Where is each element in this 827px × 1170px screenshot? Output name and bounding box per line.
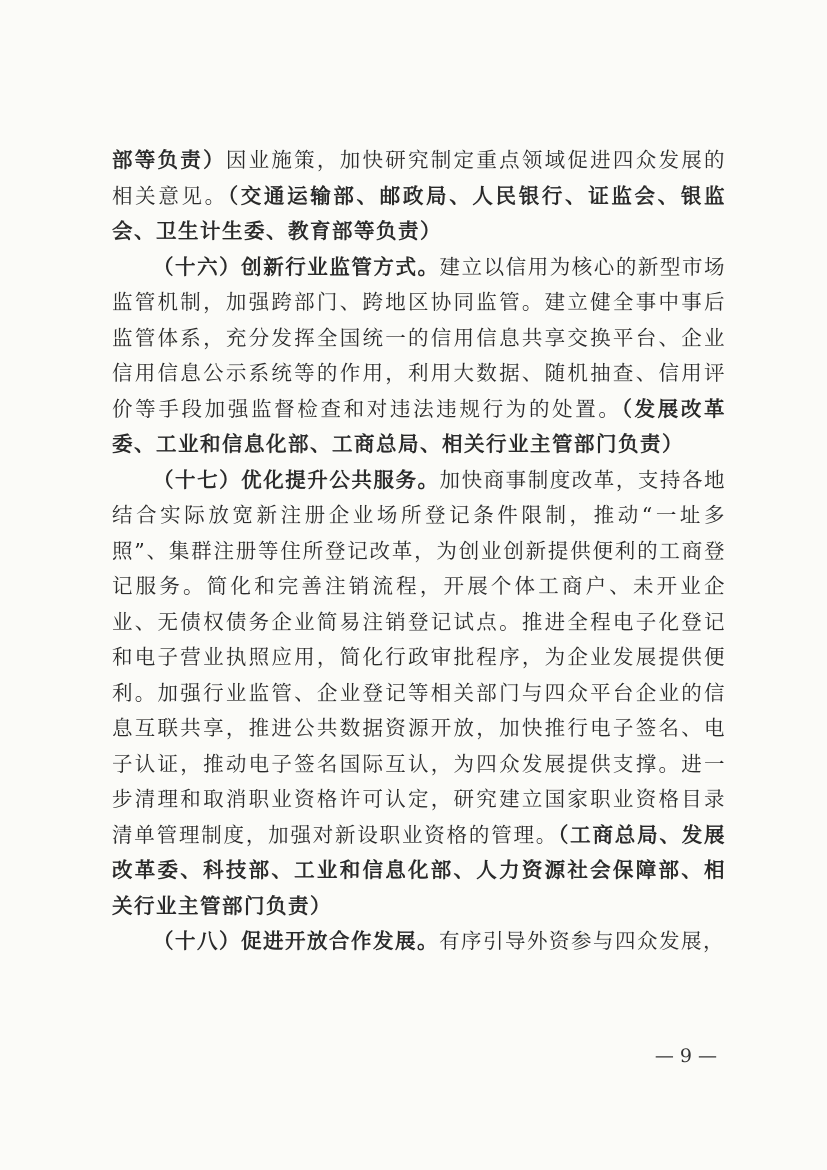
section-heading: （十八）促进开放合作发展。: [153, 929, 439, 953]
section-heading: （十七）优化提升公共服务。: [153, 467, 440, 492]
paragraph-16: [112, 250, 726, 463]
page-number: — 9 —: [654, 1045, 717, 1067]
responsibility-note: 部等负责）: [112, 148, 226, 172]
paragraph-18: [112, 924, 726, 960]
responsibility-note: （发展改革委、工业和信息化部、工商总局、相关行业主管部门负责）: [112, 396, 727, 456]
responsibility-note: （交通运输部、邮政局、人民银行、证监会、银监会、卫生计生委、教育部等负责）: [112, 183, 727, 243]
paragraph-body: 建立以信用为核心的新型市场监管机制，加强跨部门、跨地区协同监管。建立健全事中事后监管体系，充分发挥全国统一的信用信息共享交换平台、企业信用信息公示系统等的作用，利用大数据、随机抽查、信用评价等手段加强监督检查和对违法违规行为的处置。: [112, 254, 727, 421]
paragraph-continued: [112, 143, 726, 250]
body-text: [112, 143, 726, 960]
paragraph-body: 加快商事制度改革，支持各地结合实际放宽新注册企业场所登记条件限制，推动“一址多照”、集群注册等住所登记改革，为创业创新提供便利的工商登记服务。简化和完善注销流程，开展个体工商户、未开业企业、无债权债务企业简易注销登记试点。推进全程电子化登记和电子营业执照应用，简化行政审批程序，为企业发展提供便利。加强行业监管、企业登记等相关部门与四众平台企业的信息互联共享，推进公共数据资源开放，加快推行电子签名、电子认证，推动电子签名国际互认，为四众发展提供支撑。进一步清理和取消职业资格许可认定，研究建立国家职业资格目录清单管理制度，加强对新设职业资格的管理。: [112, 467, 727, 847]
paragraph-17: [112, 463, 726, 925]
section-heading: （十六）创新行业监管方式。: [153, 254, 440, 279]
paragraph-body: 有序引导外资参与四众发展，: [439, 929, 725, 953]
paragraph-body: 因业施策，加快研究制定重点领域促进四众发展的相关意见。: [112, 148, 727, 208]
responsibility-note: （工商总局、发展改革委、科技部、工业和信息化部、人力资源社会保障部、相关行业主管部门负责）: [112, 822, 727, 918]
